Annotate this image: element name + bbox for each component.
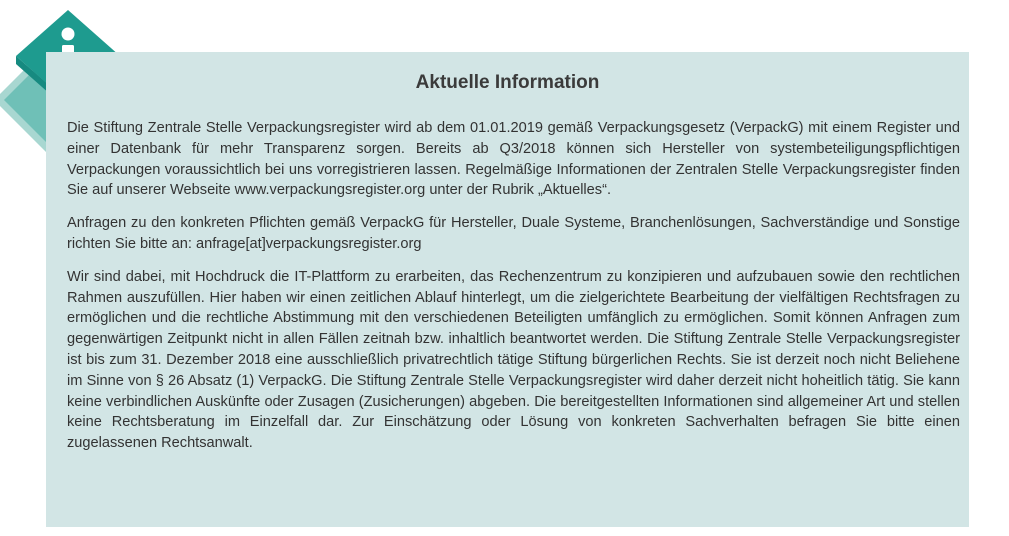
panel-title: Aktuelle Information — [415, 72, 600, 93]
panel-body — [67, 118, 960, 466]
paragraph-disclaimer: Wir sind dabei, mit Hochdruck die IT-Plattform zu erarbeiten, das Rechenzentrum zu konzipieren und aufzubauen sowie den rechtlichen Rahmen auszufüllen. Hier haben wir einen zeitlichen Ablauf hinterlegt, um die zielgerichtete Bearbeitung der vielfältigen Rechtsfragen zu ermöglichen und die rechtliche Abstimmung mit den verschiedenen Beteiligten umfänglich zu ermöglichen. Somit können Anfragen zum gegenwärtigen Zeitpunkt nicht in allen Fällen zeitnah bzw. inhaltlich beantwortet werden. Die Stiftung Zentrale Stelle Verpackungsregister ist bis zum 31. Dezember 2018 eine ausschließlich privatrechtlich tätige Stiftung bürgerlichen Rechts. Sie ist derzeit noch nicht Beliehene im Sinne von § 26 Absatz (1) VerpackG. Die Stiftung Zentrale Stelle Verpackungsregister wird daher derzeit nicht hoheitlich tätig. Sie kann keine verbindlichen Auskünfte oder Zusagen (Zusicherungen) abgeben. Die bereitgestellten Informationen sind allgemeiner Art und stellen keine Rechtsberatung im Einzelfall dar. Zur Einschätzung oder Lösung von konkreten Sachverhalten befragen Sie bitte einen zugelassenen Rechtsanwalt. — [67, 268, 960, 452]
paragraph-intro: Die Stiftung Zentrale Stelle Verpackungsregister wird ab dem 01.01.2019 gemäß Verpackungsgesetz (VerpackG) mit einem Register und einer Datenbank für mehr Transparenz sorgen. Bereits ab Q3/2018 können sich Hersteller von systembeteiligungspflichtigen Verpackungen voraussichtlich bei uns vorregistrieren lassen. Regelmäßige Informationen der Zentralen Stelle Verpackungsregister finden Sie auf unserer Webseite www.verpackungsregister.org unter der Rubrik „Aktuelles“. — [67, 120, 960, 199]
info-panel — [46, 52, 969, 527]
paragraph-contact: Anfragen zu den konkreten Pflichten gemäß VerpackG für Hersteller, Duale Systeme, Branchenlösungen, Sachverständige und Sonstige richten Sie bitte an: anfrage[at]verpackungsregister.org — [67, 215, 960, 252]
